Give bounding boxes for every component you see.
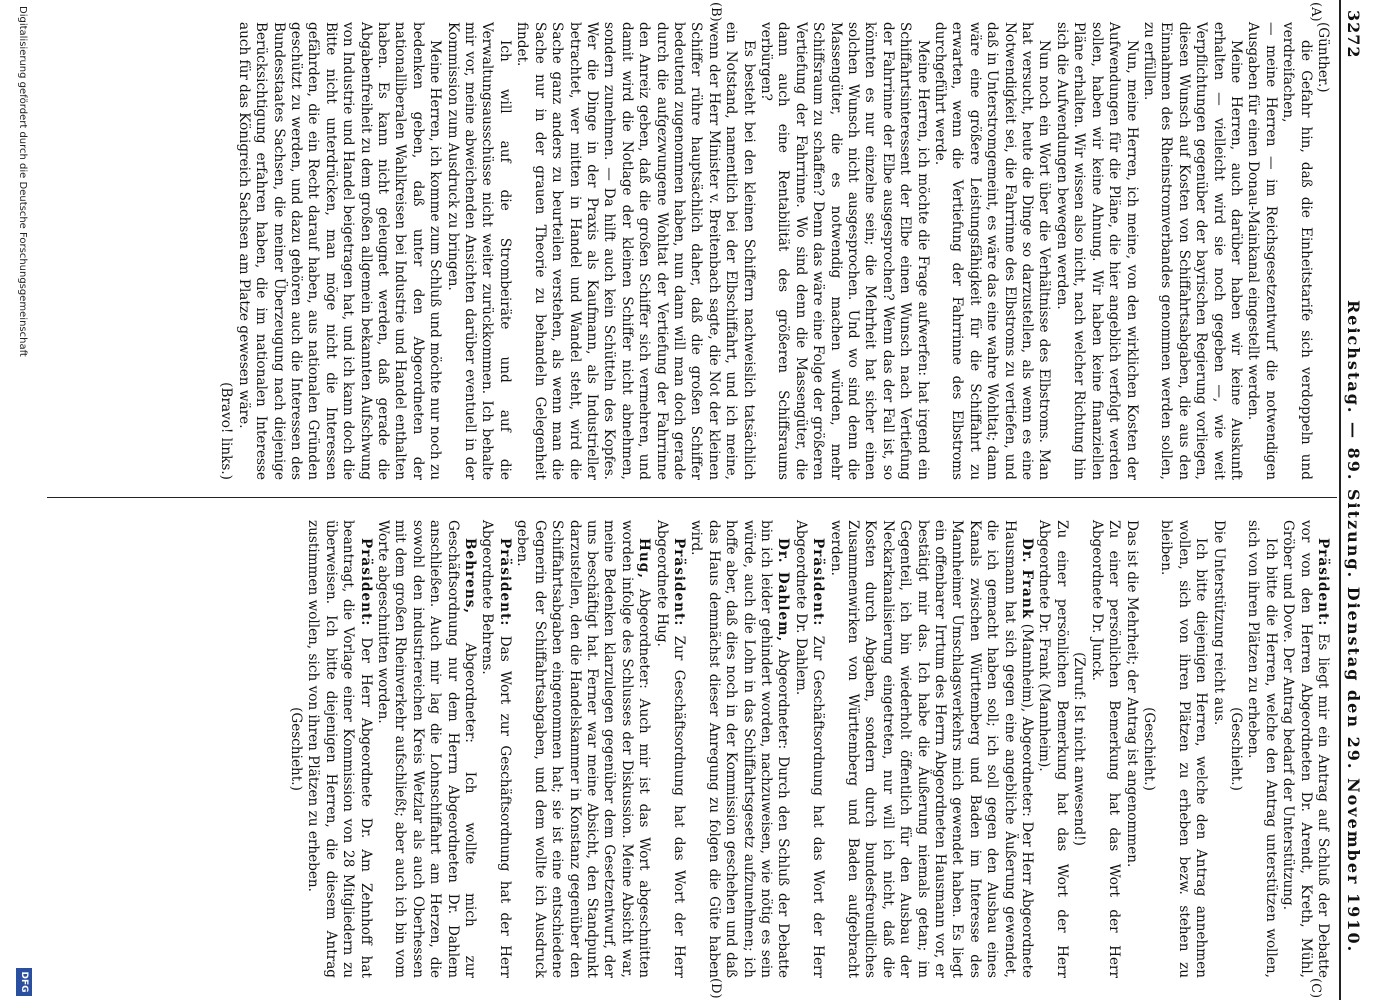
speaker-name: Dr. Dahlem, [775, 538, 792, 643]
right-column [287, 520, 1331, 978]
paragraph: Abgeordneter: Ich wollte mich zur Geschäftsordnung nur dem Herrn Abgeordneten Dr. Dahlem anschließen. Auch mir lag die Lohnschiffahrt am Herzen, die sowohl den industriereichen Kreis Wetzlar als auch Oberhessen mit dem großen Rheinverkehr aufschließt; aber auch ich bin vom Worte abgeschnitten worden. [375, 520, 479, 978]
column-divider [47, 497, 1337, 498]
paragraph: Meine Herren, ich möchte die Frage aufwerfen: hat irgend ein Schiffahrtsinteressent der Elbe einen Wunsch nach Vertiefung der Fahrrinne der Elbe ausgesprochen? Wenn das der Fall ist, so könnten es nur einzelne sein; die Mehrheit hat sicher einen solchen Wunsch nicht ausgesprochen. Und wo sind denn die Massengüter, die es notwendig machen würden, mehr Schiffsraum zu schaffen? Denn das wäre eine Folge der größeren Vertiefung der Fahrrinne. Wo sind denn die Massengüter, die dann auch eine Rentabilität des größeren Schiffsraums verbürgen? [758, 22, 931, 480]
paragraph: — meine Herren — im Reichsgesetzentwurf die notwendigen Ausgaben für einen Donau-Mainkanal eingestellt werden. [1245, 22, 1279, 480]
speaker-note: (Günther.) [1315, 22, 1331, 93]
margin-marker-d: (D) [708, 978, 723, 999]
speaker-name: Hug, [636, 538, 653, 579]
stage-note: (Geschieht.) [288, 707, 305, 791]
paragraph: Zu einer persönlichen Bemerkung hat das Wort der Herr Abgeordnete Dr. Frank (Mannheim). [1036, 520, 1070, 978]
dfg-logo-icon: DFG [16, 968, 32, 996]
stage-note: (Zuruf: Ist nicht anwesend!) [1071, 652, 1088, 846]
paragraph: die Gefahr hin, daß die Einheitstarife sich verdoppeln und verdreifachen, [1280, 22, 1314, 480]
speaker-name: Behrens, [462, 538, 479, 615]
paragraph: Es liegt mir ein Antrag auf Schluß der Debatte vor von den Herren Abgeordneten Dr. Arendt, Kreth, Mühl, Gröber und Dove. Der Antrag bedarf der Unterstützung. [1280, 520, 1331, 978]
margin-marker-b: (B) [708, 2, 723, 22]
paragraph: Zu einer persönlichen Bemerkung hat das Wort der Herr Abgeordnete Dr. Junck. [1088, 520, 1123, 978]
paragraph: Nun, meine Herren, ich meine, von den wirklichen Kosten der Aufwendungen für die Pläne, die hier angeblich verfolgt werden sollen, haben wir keine Ahnung. Wir haben keine finanziellen Pläne erhalten. Wir wissen also nicht, nach welcher Richtung hin sich die Aufwendungen bewegen werden. [1053, 22, 1140, 480]
speaker-label: Präsident: [810, 538, 827, 627]
paragraph: Meine Herren, ich komme zum Schluß und möchte nur noch zu bedenken geben, daß unter den Abgeordneten der nationalliberalen Wahlkreisen bei Industrie und Handel enthalten haben. Es kann nicht geleugnet werden, daß gerade die Abgabenfreiheit zu dem großen allgemein bekannten Aufschwung von Industrie und Handel beigetragen hat, und ich kann doch die Bitte nicht unterdrücken, man möge nicht die Interessen gefährden, die ein Recht darauf haben, aus nationalen Gründen geschützt zu werden, und dazu gehören auch die Interessen des Bundesstaates Sachsen, die meiner Überzeugung nach diejenige Berücksichtigung erfahren haben, die im nationalen Interesse auch für das Königreich Sachsen am Platze gewesen wäre. [235, 22, 444, 480]
header-rule [1339, 0, 1341, 1000]
left-column [217, 22, 1331, 480]
running-title: Reichstag. — 89. Sitzung. Dienstag den 29. November 1910. [1344, 300, 1363, 954]
page-number: 3272 [1344, 10, 1363, 59]
paragraph: Meine Herren, auch darüber haben wir keine Auskunft erhalten — vielleicht wird sie noch gegeben —, wie weit Verpflichtungen gegenüber der bayrischen Regierung vorliegen, diesen Wunsch auf Kosten von Schiffahrtsabgaben, die aus den Einnahmen des Rheinstromverbandes genommen werden sollen, zu erfüllen. [1140, 22, 1244, 480]
footer [6, 0, 36, 1000]
paragraph: Ich will auf die Strombeiräte und auf die Verwaltungsausschüsse nicht weiter zurückkommen. Ich behalte mir vor, meine abweichenden Ansichten darüber eventuell in der Kommission zum Ausdruck zu bringen. [444, 22, 513, 480]
speaker-label: Präsident: [670, 538, 687, 627]
paragraph: Die Unterstützung reicht aus. [1210, 520, 1227, 726]
margin-marker-c: (C) [1308, 978, 1323, 999]
funding-credit: Digitalisierung gefördert durch die Deutsche Forschungsgemeinschaft [17, 6, 28, 357]
paragraph: Es besteht bei den kleinen Schiffern nachweislich tatsächlich ein Notstand, namentlich bei der Elbschiffahrt, und ich meine, wenn der Herr Minister v. Breitenbach sagte, die Not der kleinen Schiffer rühre hauptsächlich daher, daß die großen Schiffer bedeutend zugenommen haben, nun dann will man doch gerade durch die aufgezwungene Wohltat der Vertiefung der Fahrrinne den Anreiz geben, daß die großen Schiffer sich vermehren, und damit wird die Notlage der kleinen Schiffer nicht abnehmen, sondern zunehmen. — Da hilft auch kein Schütteln des Kopfes. Wer die Dinge in der Praxis als Kaufmann, als Industrieller betrachtet, wer mitten in Handel und Wandel steht, wird die Sache ganz anders zu beurteilen verstehen, als wenn man die Sache nur in der grauen Theorie zu behandeln Gelegenheit findet. [514, 22, 757, 480]
paragraph: Der Herr Abgeordnete Dr. Am Zehnhoff hat beantragt, die Vorlage einer Kommission von 28 Mitgliedern zu überweisen. Ich bitte diejenigen Herren, die diesem Antrag zustimmen wollen, sich von ihren Plätzen zu erheben. [305, 520, 374, 978]
paragraph: (Mannheim), Abgeordneter: Der Herr Abgeordnete Hausmann hat sich gegen eine angebliche Äußerung gewendet, die ich gemacht haben soll; ich soll gegen den Ausbau eines Kanals zwischen Württemberg und Baden im Interesse des Mannheimer Umschlagsverkehrs mich gewendet haben. Es liegt ein offenbarer Irrtum des Herrn Abgeordneten Hausmann vor, er bestätigt mir das. Ich habe die Äußerung niemals getan; im Gegenteil, ich bin wiederholt öffentlich für den Ausbau der Neckarkanalisierung eingetreten, nur will ich nicht, daß die Kosten durch Abgaben, sondern durch bundesfreundliches Zusammenwirken von Württemberg und Baden aufgebracht werden. [827, 520, 1036, 978]
speaker-label: Präsident: [1315, 538, 1331, 627]
paragraph: Das ist die Mehrheit; der Antrag ist angenommen. [1123, 520, 1140, 868]
paragraph: Nun noch ein Wort über die Verhältnisse des Elbstroms. Man hat versucht, heute die Dinge so darzustellen, als wenn es eine Notwendigkeit sei, die Fahrrinne des Elbstroms zu vertiefen, und daß in Unterstromgemeint, es wäre das eine wahre Wohltat; dann wäre eine größere Leistungsfähigkeit für die Schiffahrt zu erwarten, wenn die Vertiefung der Fahrrinne des Elbstroms durchgeführt werde. [932, 22, 1053, 480]
paragraph: Zur Geschäftsordnung hat das Wort der Herr Abgeordnete Dr. Dahlem. [792, 520, 827, 978]
applause-note: (Bravo! links.) [218, 382, 235, 480]
page-header [1337, 0, 1371, 990]
stage-note: (Geschieht.) [1140, 707, 1157, 791]
stage-note: (Geschieht.) [1227, 707, 1244, 791]
paragraph: Zur Geschäftsordnung hat das Wort der Herr Abgeordnete Hug. [653, 520, 687, 978]
margin-marker-a: (A) [1308, 2, 1323, 22]
speaker-name: Dr. Frank [1019, 538, 1036, 620]
paragraph: Ich bitte die Herren, welche den Antrag unterstützen wollen, sich von ihren Plätzen zu erheben. [1245, 520, 1279, 978]
paragraph: Abgeordneter: Auch mir ist das Wort abgeschnitten worden infolge des Schlusses der Diskussion. Meine Absicht war, meine Bedenken klarzulegen gegenüber dem Gesetzentwurf, der uns beschäftigt hat. Ferner war meine Absicht, den Standpunkt darzustellen, den die Handelskammer in Konstanz gegenüber den Schiffahrtsabgaben eingenommen hat; sie ist eine entschiedene Gegnerin der Schiffahrtsabgaben, und dem wollte ich Ausdruck geben. [514, 520, 653, 978]
paragraph: Abgeordneter: Durch den Schluß der Debatte bin ich leider gehindert worden, nachzuweisen, wie nötig es sein würde, auch die Lohn in das Schiffahrtsgesetz aufzunehmen; ich hoffe aber, daß dies noch in der Kommission geschehen und daß das Haus demnächst dieser Anregung zu folgen die Güte haben wird. [688, 520, 792, 978]
speaker-label: Präsident: [496, 538, 513, 627]
paragraph: Das Wort zur Geschäftsordnung hat der Herr Abgeordnete Behrens. [479, 520, 513, 979]
paragraph: Ich bitte diejenigen Herren, welche den Antrag annehmen wollen, sich von ihren Plätzen zu erheben bezw. stehen zu bleiben. [1158, 520, 1210, 978]
speaker-label: Präsident: [357, 538, 374, 627]
